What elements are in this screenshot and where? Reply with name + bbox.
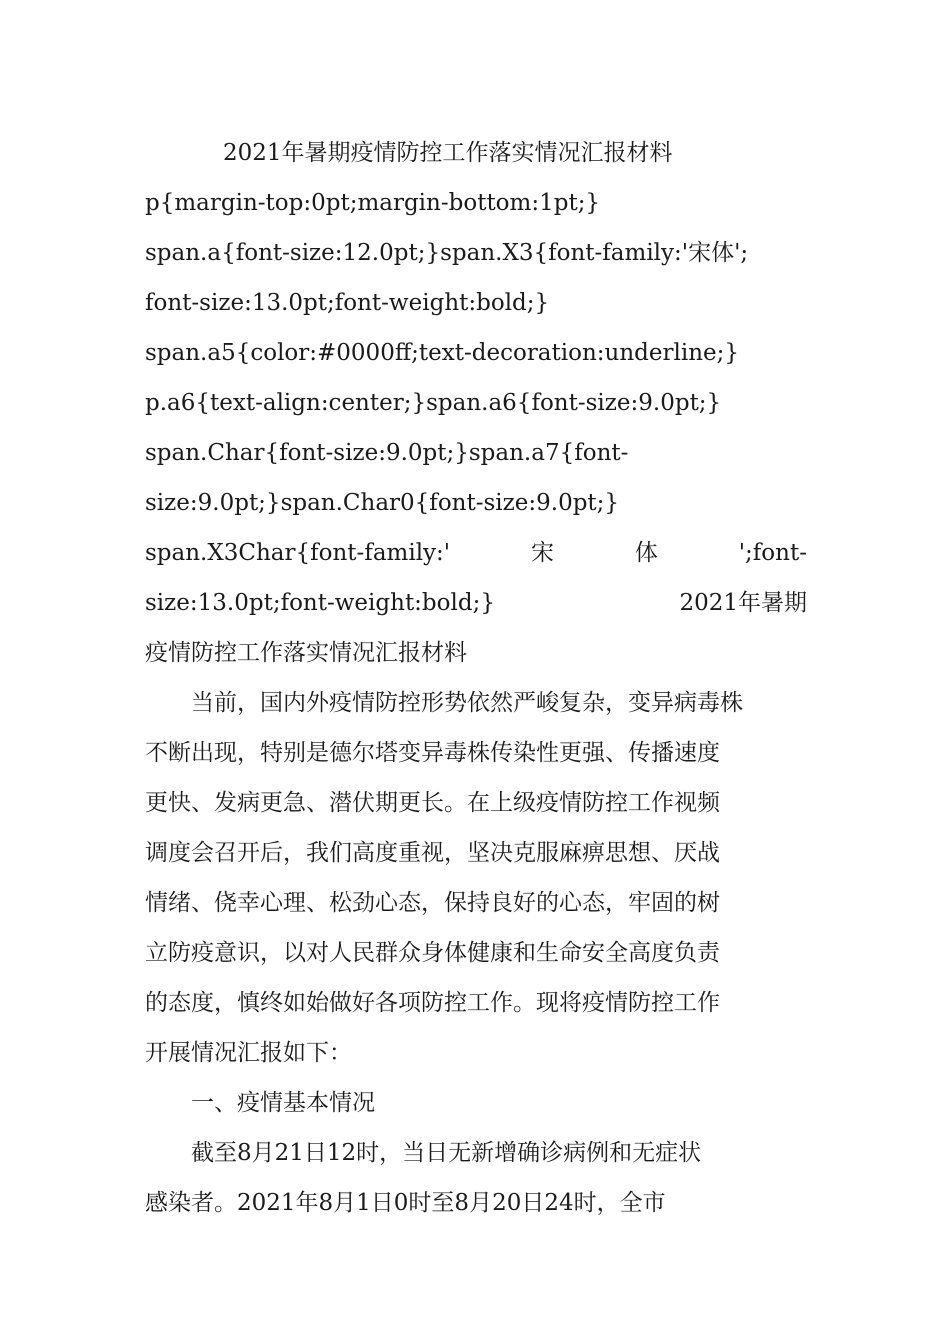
paragraph-line: 当前，国内外疫情防控形势依然严峻复杂，变异病毒株 [191,690,743,716]
paragraph-line: 立防疫意识，以对人民群众身体健康和生命安全高度负责 [145,940,720,966]
css-text-segment: size:13.0pt;font-weight:bold;} [145,590,495,616]
paragraph-line: 不断出现，特别是德尔塔变异毒株传染性更强、传播速度 [145,740,720,766]
paragraph-line: 开展情况汇报如下： [145,1040,352,1066]
css-text-line [145,578,807,628]
paragraph-line: 更快、发病更急、潜伏期更长。在上级疫情防控工作视频 [145,790,720,816]
css-text-segment: span.X3Char{font-family:' [145,540,451,566]
css-text-segment: 体 [634,540,658,566]
css-text-segment: 2021年暑期 [679,590,807,616]
css-text-line: p{margin-top:0pt;margin-bottom:1pt;} [145,190,601,216]
css-text-line: span.Char{font-size:9.0pt;}span.a7{font- [145,440,629,466]
css-text-segment: ';font- [738,540,807,566]
css-text-line [145,528,807,578]
paragraph-line: 截至8月21日12时，当日无新增确诊病例和无症状 [191,1140,702,1166]
paragraph-line: 感染者。2021年8月1日0时至8月20日24时，全市 [145,1190,666,1216]
css-text-segment: 宋 [530,540,554,566]
css-text-line: size:9.0pt;}span.Char0{font-size:9.0pt;} [145,490,620,516]
document-title: 2021年暑期疫情防控工作落实情况汇报材料 [223,140,673,166]
css-text-line: p.a6{text-align:center;}span.a6{font-size:9.0pt;} [145,390,722,416]
paragraph-line: 情绪、侥幸心理、松劲心态，保持良好的心态，牢固的树 [145,890,720,916]
css-text-line: span.a{font-size:12.0pt;}span.X3{font-family:'宋体'; [145,240,749,266]
paragraph-line: 调度会召开后，我们高度重视，坚决克服麻痹思想、厌战 [145,840,720,866]
paragraph-line: 的态度，慎终如始做好各项防控工作。现将疫情防控工作 [145,990,720,1016]
paragraph-situation [145,1128,807,1228]
css-text-line: font-size:13.0pt;font-weight:bold;} [145,290,550,316]
repeated-title-line: 疫情防控工作落实情况汇报材料 [145,640,467,666]
section-heading: 一、疫情基本情况 [191,1090,375,1116]
css-text-line: span.a5{color:#0000ff;text-decoration:underline;} [145,340,740,366]
document-page [145,128,807,1228]
paragraph-intro [145,678,807,1078]
